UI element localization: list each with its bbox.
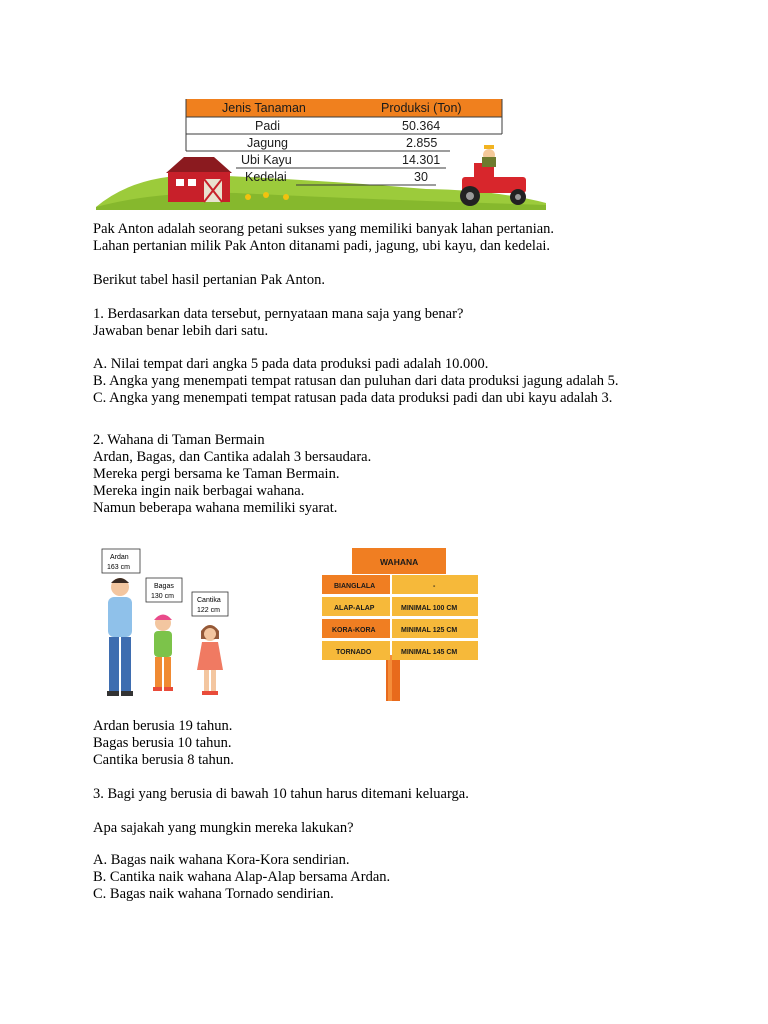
intro-line: Pak Anton adalah seorang petani sukses yang memiliki banyak lahan pertanian.	[93, 221, 555, 237]
table-cell-value: 30	[414, 170, 428, 184]
answer-option-b: B. Angka yang menempati tempat ratusan dan puluhan dari data produksi jagung adalah 5.	[93, 373, 619, 389]
height-tag-cantika	[192, 592, 228, 616]
answer-option-c: C. Bagas naik wahana Tornado sendirian.	[93, 886, 334, 902]
ages-list	[93, 718, 733, 769]
question-2-line: 2. Wahana di Taman Bermain	[93, 432, 265, 448]
answer-option-a: A. Bagas naik wahana Kora-Kora sendirian.	[93, 852, 350, 868]
wahana-requirement: MINIMAL 125 CM	[401, 627, 458, 634]
question-2-line: Ardan, Bagas, dan Cantika adalah 3 bersaudara.	[93, 449, 372, 465]
kid-height: 130 cm	[151, 593, 174, 600]
intro-line: Berikut tabel hasil pertanian Pak Anton.	[93, 272, 325, 288]
wahana-requirement: -	[433, 583, 436, 590]
question-text: 1. Berdasarkan data tersebut, pernyataan mana saja yang benar?	[93, 306, 464, 322]
bagas-figure-icon	[153, 615, 173, 692]
table-cell-crop: Kedelai	[245, 170, 287, 184]
answer-option-a: A. Nilai tempat dari angka 5 pada data produksi padi adalah 10.000.	[93, 356, 489, 372]
rides-illustration	[96, 545, 516, 705]
answer-option-c: C. Angka yang menempati tempat ratusan pada data produksi padi dan ubi kayu adalah 3.	[93, 390, 613, 406]
kid-name: Ardan	[110, 554, 129, 561]
wahana-table	[322, 575, 478, 660]
intro-table-lead	[93, 272, 733, 289]
wahana-ride: TORNADO	[336, 649, 372, 656]
question-3-options	[93, 852, 733, 903]
question-1-options	[93, 356, 733, 407]
question-2-line: Namun beberapa wahana memiliki syarat.	[93, 500, 338, 516]
table-cell-value: 14.301	[402, 153, 441, 167]
wahana-ride: ALAP-ALAP	[334, 605, 375, 612]
age-line: Ardan berusia 19 tahun.	[93, 718, 233, 734]
table-cell-crop: Ubi Kayu	[241, 153, 292, 167]
answer-option-b: B. Cantika naik wahana Alap-Alap bersama Ardan.	[93, 869, 391, 885]
farmer-icon	[482, 157, 496, 167]
age-line: Cantika berusia 8 tahun.	[93, 752, 234, 768]
question-prompt: Apa sajakah yang mungkin mereka lakukan?	[93, 820, 354, 836]
kid-name: Bagas	[154, 583, 174, 590]
intro-paragraph	[93, 221, 733, 255]
wahana-requirement: MINIMAL 100 CM	[401, 605, 458, 612]
cantika-figure-icon	[197, 625, 223, 695]
intro-line: Lahan pertanian milik Pak Anton ditanami padi, jagung, ubi kayu, dan kedelai.	[93, 238, 551, 254]
question-3	[93, 786, 733, 803]
wahana-ride: BIANGLALA	[334, 583, 376, 590]
question-2	[93, 432, 733, 517]
farm-illustration	[96, 95, 546, 210]
kid-height: 163 cm	[107, 564, 130, 571]
height-tag-ardan	[102, 549, 140, 573]
kid-name: Cantika	[197, 597, 221, 604]
wahana-requirement: MINIMAL 145 CM	[401, 649, 458, 656]
barn-icon	[166, 157, 232, 202]
age-line: Bagas berusia 10 tahun.	[93, 735, 232, 751]
table-cell-crop: Padi	[255, 119, 281, 133]
question-1	[93, 306, 733, 340]
table-cell-value: 50.364	[402, 119, 441, 133]
wahana-ride: KORA-KORA	[332, 627, 376, 634]
question-text: 3. Bagi yang berusia di bawah 10 tahun harus ditemani keluarga.	[93, 786, 469, 802]
table-cell-value: 2.855	[406, 136, 438, 150]
question-note: Jawaban benar lebih dari satu.	[93, 323, 269, 339]
question-2-line: Mereka pergi bersama ke Taman Bermain.	[93, 466, 340, 482]
height-tag-bagas	[146, 578, 182, 602]
wahana-title: WAHANA	[380, 557, 419, 567]
question-2-line: Mereka ingin naik berbagai wahana.	[93, 483, 305, 499]
table-col-header-crop: Jenis Tanaman	[222, 101, 306, 115]
kid-height: 122 cm	[197, 607, 220, 614]
question-3-prompt	[93, 820, 733, 837]
ardan-figure-icon	[107, 578, 133, 696]
table-cell-crop: Jagung	[247, 136, 289, 150]
table-col-header-produksi: Produksi (Ton)	[381, 101, 462, 115]
